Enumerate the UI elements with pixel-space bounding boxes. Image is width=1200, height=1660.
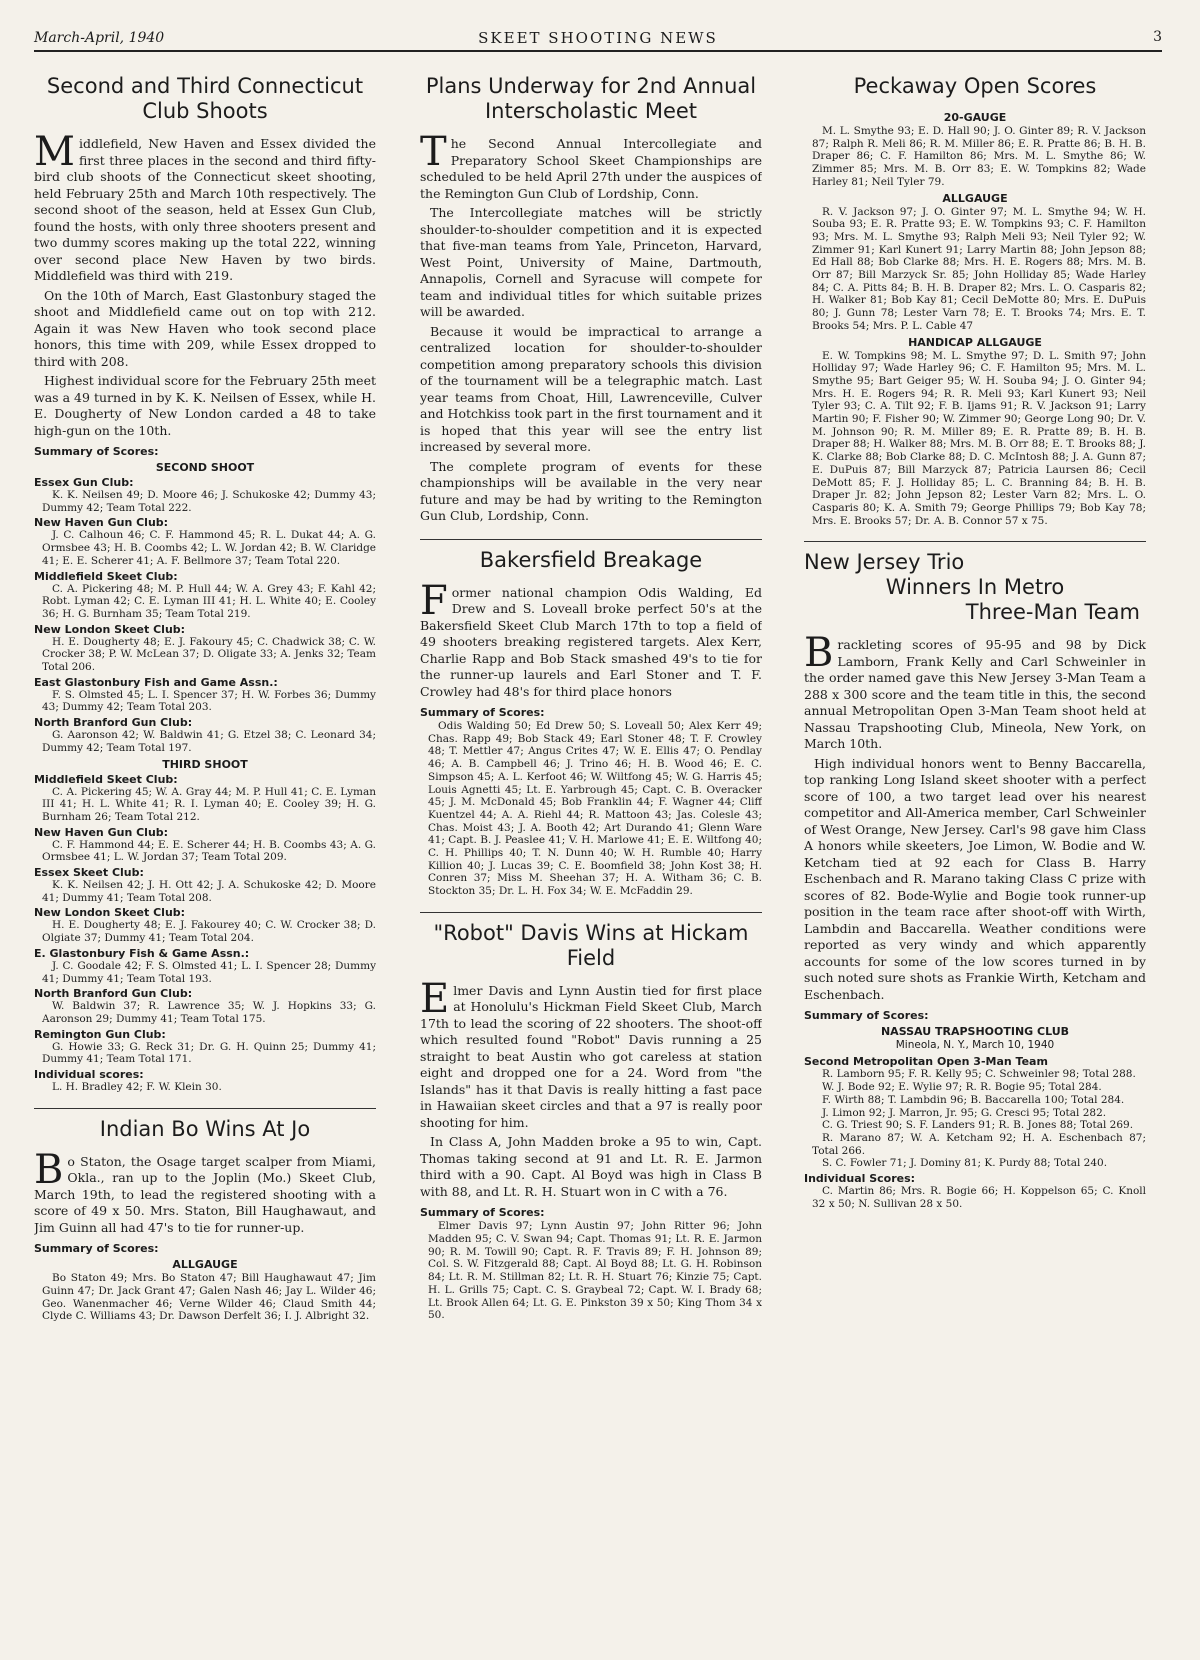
column-2 <box>420 74 762 1322</box>
article-title: Second and Third Connecticut Club Shoots <box>46 74 364 123</box>
score-list: F. S. Olmsted 45; L. I. Spencer 37; H. W. Forbes 36; Dummy 43; Dummy 42; Team Total 203. <box>42 688 376 714</box>
masthead: SKEET SHOOTING NEWS <box>478 29 718 47</box>
score-list: J. C. Calhoun 46; C. F. Hammond 45; R. L. Dukat 44; A. G. Ormsbee 43; H. B. Coombs 42; L. W. Jordan 42; B. W. Claridge 41; E. E. Scherer 41; A. F. Bellmore 37; Team Total 220. <box>42 529 376 567</box>
section-subheading: ALLGAUGE <box>942 191 1008 205</box>
team-score: J. Limon 92; J. Marron, Jr. 95; G. Cresci 95; Total 282. <box>822 1106 1107 1119</box>
score-list: C. F. Hammond 44; E. E. Scherer 44; H. B. Coombs 43; A. G. Ormsbee 41; L. W. Jordan 37; Team Total 209. <box>42 838 376 864</box>
club-name: New Haven Gun Club: <box>34 516 169 530</box>
article-title: New Jersey Trio <box>804 541 1146 575</box>
club-name: Essex Skeet Club: <box>34 866 144 880</box>
article-paragraph: The complete program of events for these championships will be available in the very near future and may be had by writing to the Remington Gun Club, Lordship, Conn. <box>420 458 762 523</box>
article-paragraph: The Intercollegiate matches will be strictly shoulder-to-shoulder competition and it is expected that five-man teams from Yale, Princeton, Harvard, West Point, University of Maine, Dartmouth, Annapolis, Cornell and Syracuse will compete for team and individual titles for which suitable prizes will be awarded. <box>420 205 762 319</box>
club-name: Remington Gun Club: <box>34 1027 166 1041</box>
section-subheading: SECOND SHOOT <box>155 461 255 474</box>
summary-heading: Summary of Scores: <box>804 1009 929 1023</box>
club-name: Individual scores: <box>34 1068 144 1082</box>
article-title: "Robot" Davis Wins at Hickam Field <box>420 912 762 971</box>
summary-heading: Summary of Scores: <box>34 1242 159 1256</box>
article-paragraph: Former national champion Odis Walding, Ed Drew and S. Loveall broke perfect 50's at the Bakersfield Skeet Club March 17th to top a field of 49 shooters breaking registered targets. Alex Kerr, Charlie Rapp and Bob Stack smashed 49's to tie for the runner-up laurels and Earl Stoner and T. F. Crowley had 48's for third place honors <box>420 577 762 699</box>
score-list: Odis Walding 50; Ed Drew 50; S. Loveall 50; Alex Kerr 49; Chas. Rapp 49; Bob Stack 49; Earl Stoner 48; T. F. Crowley 48; T. Mettler 47; Angus Crites 47; W. E. Ellis 47; O. Pendlay 46; A. B. Campbell 46; J. Trino 46; H. B. Wood 46; E. C. Simpson 45; A. L. Kerfoot 46; W. Wiltfong 45; W. G. Harris 45; Louis Agnetti 45; Lt. E. Yarbrough 45; Capt. C. B. Overacker 45; J. M. McDonald 45; Bob Franklin 44; F. Wagner 44; Cliff Kuentzel 44; A. A. Riehl 44; R. Mattoon 43; Jas. Colesle 43; Chas. Moist 43; J. A. Booth 42; Art Durando 41; Glenn Ware 41; Capt. B. J. Peaslee 41; V. H. Marlowe 41; E. E. Wiltfong 40; C. H. Phillips 40; T. N. Dunn 40; W. H. Rumble 40; Harry Killion 40; J. Lucas 39; C. E. Boomfield 38; John Kost 38; H. Conren 37; Miss M. Sheehan 37; H. A. Witham 36; C. B. Stockton 35; Dr. L. H. Fox 34; W. E. McFaddin 29. <box>428 720 762 898</box>
score-list: Bo Staton 49; Mrs. Bo Staton 47; Bill Haughawaut 47; Jim Guinn 47; Dr. Jack Grant 47; Galen Nash 46; Jay L. Wilder 46; Geo. Wanenmacher 46; Verne Wilder 46; Claud Smith 44; Clyde C. Williams 43; Dr. Dawson Derfelt 36; I. J. Albright 32. <box>42 1272 376 1323</box>
club-name: E. Glastonbury Fish & Game Assn.: <box>34 946 250 960</box>
score-list: K. K. Neilsen 49; D. Moore 46; J. Schukoske 42; Dummy 43; Dummy 42; Team Total 222. <box>42 489 376 514</box>
article-paragraph: Elmer Davis and Lynn Austin tied for first place at Honolulu's Hickman Field Skeet Club, March 17th to lead the scoring of 22 shooters. The shoot-off which resulted found "Robot" Davis running a 25 straight to beat Austin who got careless at station eight and dropped one for a 24. Word from "the Islands" has it that Davis is really hitting a fast pace in Hawaiian skeet circles and that a 97 is really poor shooting for him. <box>420 975 762 1130</box>
club-name: New London Skeet Club: <box>34 906 186 920</box>
article-title: Indian Bo Wins At Jo <box>34 1108 376 1142</box>
score-list: G. Aaronson 42; W. Baldwin 41; G. Etzel 38; C. Leonard 34; Dummy 42; Team Total 197. <box>42 729 376 754</box>
score-list: J. C. Goodale 42; F. S. Olmsted 41; L. I. Spencer 28; Dummy 41; Dummy 41; Team Total 193. <box>42 959 376 985</box>
score-list: W. Baldwin 37; R. Lawrence 35; W. J. Hopkins 33; G. Aaronson 29; Dummy 41; Team Total 175. <box>42 1000 376 1025</box>
article-paragraph: Middlefield, New Haven and Essex divided the first three places in the second and third fifty-bird club shoots of the Connecticut skeet shooting, held February 25th and March 10th respectively. The second shoot of the season, held at Essex Gun Club, found the hosts, with only three shooters present and two dummy scores making up the total 222, winning over second place New Haven by two birds. Middlefield was third with 219. <box>34 129 376 283</box>
club-heading: NASSAU TRAPSHOOTING CLUB <box>880 1025 1070 1039</box>
score-list: C. A. Pickering 48; M. P. Hull 44; W. A. Grey 43; F. Kahl 42; Robt. Lyman 42; C. E. Lyman III 41; H. L. White 40; E. Cooley 36; H. G. Burnham 35; Team Total 219. <box>42 582 376 620</box>
club-name: Essex Gun Club: <box>34 476 134 489</box>
summary-heading: Summary of Scores: <box>420 706 545 719</box>
article-title: Bakersfield Breakage <box>420 539 762 573</box>
score-list: Elmer Davis 97; Lynn Austin 97; John Ritter 96; John Madden 95; C. V. Swan 94; Capt. Thomas 91; Lt. R. E. Jarmon 90; R. M. Towill 90; Capt. R. F. Travis 89; F. H. Johnson 89; Col. S. W. Fitzgerald 88; Capt. Al Boyd 88; Lt. G. H. Robinson 84; Lt. R. M. Stillman 82; Lt. R. H. Stuart 76; Kinzie 75; Capt. H. L. Grills 75; Capt. C. S. Graybeal 72; Capt. W. I. Brady 68; Lt. Brook Allen 64; Lt. G. E. Pinkston 39 x 50; King Thom 34 x 50. <box>428 1220 762 1322</box>
article-title: Plans Underway for 2nd Annual Interscholastic Meet <box>425 74 757 123</box>
article-paragraph: The Second Annual Intercollegiate and Preparatory School Skeet Championships are scheduled to be held April 27th under the auspices of the Remington Gun Club of Lordship, Conn. <box>420 129 762 201</box>
club-name: New Haven Gun Club: <box>34 825 169 839</box>
page-header <box>34 28 1162 52</box>
club-name: New London Skeet Club: <box>34 622 186 636</box>
club-name: East Glastonbury Fish and Game Assn.: <box>34 675 278 689</box>
club-name: North Branford Gun Club: <box>34 987 193 1001</box>
section-subheading: ALLGAUGE <box>172 1258 238 1272</box>
article-paragraph: High individual honors went to Benny Baccarella, top ranking Long Island skeet shooter with a perfect score of 100, a two target lead over his nearest competitor and All-America member, Carl Schweinler of West Orange, New Jersey. Carl's 98 gave him Class A honors while skeeters, Joe Limon, W. Bodie and W. Ketcham tied at 92 each for Class B. Harry Eschenbach and R. Marano taking Class C prize with scores of 82. Bode-Wylie and Bogie took runner-up position in the team race after shoot-off with Wirth, Lambdin and Baccarella. Weather conditions were reported as very windy and which apparently accounts for some of the low scores turned in by such noted sure shots as Frankie Wirth, Ketcham and Eschenbach. <box>804 755 1146 1002</box>
individual-heading: Individual Scores: <box>804 1172 916 1186</box>
score-list: K. K. Neilsen 42; J. H. Ott 42; J. A. Schukoske 42; D. Moore 41; Dummy 41; Team Total 208. <box>42 879 376 904</box>
column-1 <box>34 74 376 1323</box>
club-name: North Branford Gun Club: <box>34 716 193 730</box>
summary-heading: Summary of Scores: <box>420 1206 545 1220</box>
event-name: Second Metropolitan Open 3-Man Team <box>804 1055 1048 1069</box>
team-score: R. Marano 87; W. A. Ketcham 92; H. A. Eschenbach 87; Total 266. <box>812 1131 1146 1157</box>
team-score: F. Wirth 88; T. Lambdin 96; B. Baccarella 100; Total 284. <box>822 1093 1125 1106</box>
section-subheading: HANDICAP ALLGAUGE <box>908 335 1042 349</box>
team-score: C. G. Triest 90; S. F. Landers 91; R. B. Jones 88; Total 269. <box>822 1119 1134 1132</box>
column-3 <box>804 74 1146 1210</box>
score-list: E. W. Tompkins 98; M. L. Smythe 97; D. L. Smith 97; John Holliday 97; Wade Harley 96; C. F. Hamilton 95; Mrs. M. L. Smythe 95; Bart Geiger 95; W. H. Souba 94; J. O. Ginter 94; Mrs. H. E. Rogers 94; R. R. Meli 93; Karl Kunert 93; Neil Tyler 93; C. A. Tilt 92; F. B. Ijams 91; R. V. Jackson 91; Larry Martin 90; F. Fisher 90; W. Zimmer 90; George Long 90; Dr. V. M. Johnson 90; R. M. Miller 89; E. R. Pratte 89; B. H. B. Draper 88; H. Walker 88; Mrs. M. B. Orr 88; E. T. Brooks 88; J. K. Clarke 88; Bob Clarke 88; D. C. McIntosh 88; J. A. Gunn 87; E. DuPuis 87; Bill Marzyck 87; Patricia Laursen 86; Cecil DeMott 85; F. J. Holliday 85; L. C. Branning 84; B. H. B. Draper Jr. 82; John Jepson 82; Lester Varn 82; Mrs. L. O. Casparis 80; K. A. Smith 79; George Phillips 79; Bob Kay 78; Mrs. E. Brooks 57; Dr. A. B. Connor 57 x 75. <box>812 349 1146 527</box>
article-paragraph: On the 10th of March, East Glastonbury staged the shoot and Middlefield came out on top with 212. Again it was New Haven who took second place honors, this time with 209, while Essex dropped to third with 208. <box>34 287 376 369</box>
section-subheading: 20-GAUGE <box>943 111 1007 124</box>
score-list: H. E. Dougherty 48; E. J. Fakoury 45; C. Chadwick 38; C. W. Crocker 38; P. W. McLean 37; D. Oligate 33; A. Jenks 32; Team Total 206. <box>42 635 376 674</box>
article-title-line-3: Three-Man Team <box>965 600 1140 625</box>
score-list: C. Martin 86; Mrs. R. Bogie 66; H. Koppelson 65; C. Knoll 32 x 50; N. Sullivan 28 x 50. <box>812 1185 1146 1210</box>
club-name: Middlefield Skeet Club: <box>34 569 178 583</box>
score-list: R. V. Jackson 97; J. O. Ginter 97; M. L. Smythe 94; W. H. Souba 93; E. R. Pratte 93; E. W. Tompkins 93; C. F. Hamilton 93; Mrs. M. L. Smythe 93; Ralph Meli 93; Neil Tyler 92; W. Zimmer 91; Karl Kunert 91; Larry Martin 88; John Jepson 88; Ed Hall 88; Bob Clarke 88; Mrs. H. E. Rogers 88; Mrs. M. B. Orr 87; Bill Marzyck Sr. 85; John Holliday 85; Wade Harley 84; C. A. Pitts 84; B. H. B. Draper 82; Mrs. L. O. Casparis 82; H. Walker 81; Bob Kay 81; Cecil DeMotte 80; Mrs. E. DuPuis 80; J. Gunn 78; Lester Varn 78; E. T. Brooks 74; Mrs. E. T. Brooks 54; Mrs. P. L. Cable 47 <box>812 205 1146 332</box>
page-number: 3 <box>1153 29 1162 45</box>
score-list: G. Howie 33; G. Reck 31; Dr. G. H. Quinn 25; Dummy 41; Dummy 41; Team Total 171. <box>42 1040 376 1066</box>
article-paragraph: Highest individual score for the February 25th meet was a 49 turned in by K. K. Neilsen of Essex, while H. E. Dougherty of New London carded a 48 to take high-gun on the 10th. <box>34 373 376 438</box>
section-subheading: THIRD SHOOT <box>162 757 248 771</box>
score-list: H. E. Dougherty 48; E. J. Fakourey 40; C. W. Crocker 38; D. Olgiate 37; Dummy 41; Team Total 204. <box>42 919 376 945</box>
event-location: Mineola, N. Y., March 10, 1940 <box>895 1039 1055 1052</box>
article-title: Peckaway Open Scores <box>853 74 1097 98</box>
team-score: W. J. Bode 92; E. Wylie 97; R. R. Bogie 95; Total 284. <box>822 1081 1102 1094</box>
summary-heading: Summary of Scores: <box>34 445 159 458</box>
score-list: C. A. Pickering 45; W. A. Gray 44; M. P. Hull 41; C. E. Lyman III 41; H. L. White 41; R. I. Lyman 40; E. Cooley 39; H. G. Burnham 26; Team Total 212. <box>42 785 376 823</box>
article-title-line-2: Winners In Metro <box>885 575 1065 600</box>
article-paragraph: In Class A, John Madden broke a 95 to win, Capt. Thomas taking second at 91 and Lt. R. E. Jarmon third with a 90. Capt. Al Boyd was high in Class B with 88, and Lt. R. H. Stuart won in C with a 76. <box>420 1134 762 1199</box>
club-name: Middlefield Skeet Club: <box>34 772 178 786</box>
team-score: S. C. Fowler 71; J. Dominy 81; K. Purdy 88; Total 240. <box>822 1157 1108 1170</box>
article-paragraph: Because it would be impractical to arrange a centralized location for shoulder-to-shoulder competition among preparatory schools this division of the tournament will be a telegraphic match. Last year teams from Choat, Hill, Lawrenceville, Culver and Hotchkiss took part in the first tournament and it is hoped that this year will see the entry list increased by several more. <box>420 323 762 454</box>
score-list: M. L. Smythe 93; E. D. Hall 90; J. O. Ginter 89; R. V. Jackson 87; Ralph R. Meli 86; R. M. Miller 86; E. R. Pratte 86; B. H. B. Draper 86; C. F. Hamilton 86; Mrs. M. L. Smythe 86; W. Zimmer 85; Mrs. M. B. Orr 83; E. W. Tompkins 82; Wade Harley 81; Neil Tyler 79. <box>812 125 1146 188</box>
issue-date: March-April, 1940 <box>34 30 165 46</box>
article-paragraph: Bo Staton, the Osage target scalper from Miami, Okla., ran up to the Joplin (Mo.) Skeet Club, March 19th, to lead the registered shooting with a score of 49 x 50. Mrs. Staton, Bill Haughawaut, and Jim Guinn all had 47's to tie for runner-up. <box>34 1146 376 1235</box>
team-score: R. Lamborn 95; F. R. Kelly 95; C. Schweinler 98; Total 288. <box>822 1068 1136 1081</box>
article-paragraph: Brackleting scores of 95-95 and 98 by Dick Lamborn, Frank Kelly and Carl Schweinler in the order named gave this New Jersey 3-Man Team a 288 x 300 score and the team title in this, the second annual Metropolitan Open 3-Man Team shoot held at Nassau Trapshooting Club, Mineola, New York, on March 10th. <box>804 630 1146 752</box>
score-list: L. H. Bradley 42; F. W. Klein 30. <box>52 1081 222 1094</box>
